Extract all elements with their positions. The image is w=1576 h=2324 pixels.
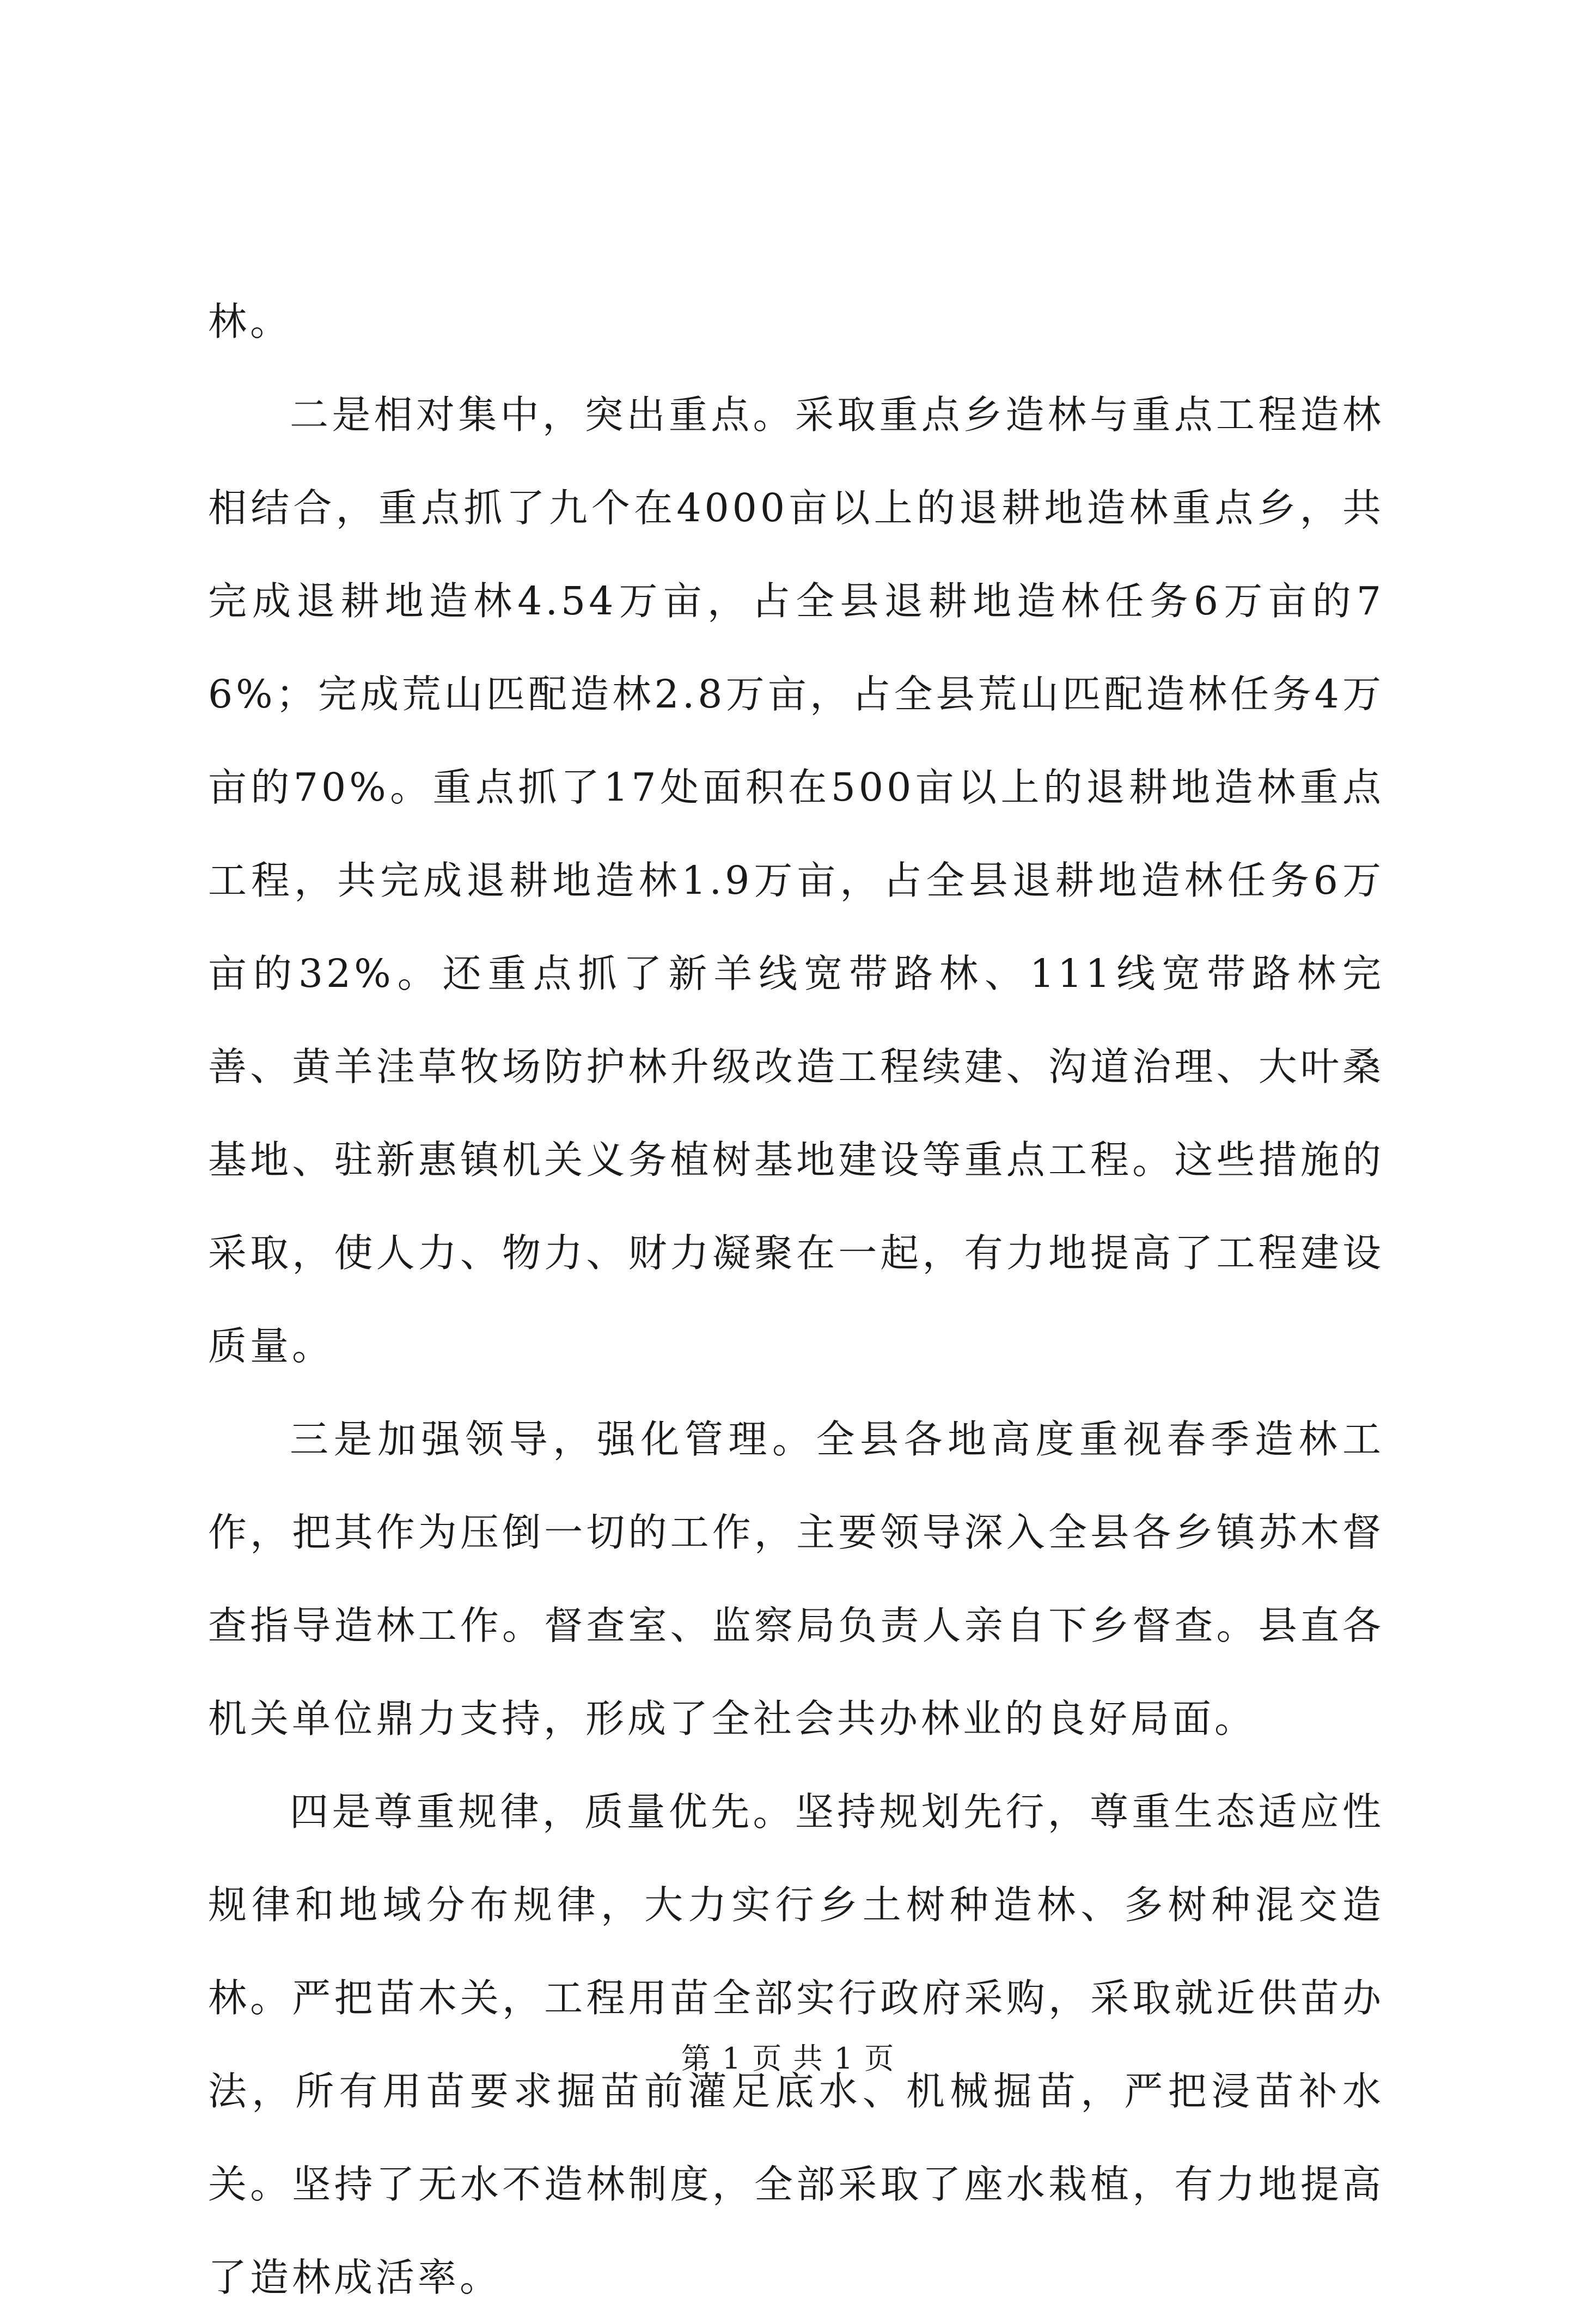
paragraph-point-three: 三是加强领导，强化管理。全县各地高度重视春季造林工作，把其作为压倒一切的工作，主要领导深入全县各乡镇苏木督查指导造林工作。督查室、监察局负责人亲自下乡督查。县直各机关单位鼎力支持，形成了全社会共办林业的良好局面。 <box>208 1417 1384 1741</box>
paragraph-point-two: 二是相对集中，突出重点。采取重点乡造林与重点工程造林相结合，重点抓了九个在4000亩以上的退耕地造林重点乡，共完成退耕地造林4.54万亩，占全县退耕地造林任务6万亩的76%；完成荒山匹配造林2.8万亩，占全县荒山匹配造林任务4万亩的70%。重点抓了17处面积在500亩以上的退耕地造林重点工程，共完成退耕地造林1.9万亩，占全县退耕地造林任务6万亩的32%。还重点抓了新羊线宽带路林、111线宽带路林完善、黄羊洼草牧场防护林升级改造工程续建、沟道治理、大叶桑基地、驻新惠镇机关义务植树基地建设等重点工程。这些措施的采取，使人力、物力、财力凝聚在一起，有力地提高了工程建设质量。 <box>208 392 1384 1369</box>
paragraph-continuation: 林。 <box>208 299 292 344</box>
document-body <box>208 275 1384 2324</box>
paragraph-point-four: 四是尊重规律，质量优先。坚持规划先行，尊重生态适应性规律和地域分布规律，大力实行乡土树种造林、多树种混交造林。严把苗木关，工程用苗全部实行政府采购，采取就近供苗办法，所有用苗要求掘苗前灌足底水、机械掘苗，严把浸苗补水关。坚持了无水不造林制度，全部采取了座水栽植，有力地提高了造林成活率。 <box>208 1789 1384 2300</box>
page-footer: 第 1 页 共 1 页 <box>681 2041 895 2076</box>
